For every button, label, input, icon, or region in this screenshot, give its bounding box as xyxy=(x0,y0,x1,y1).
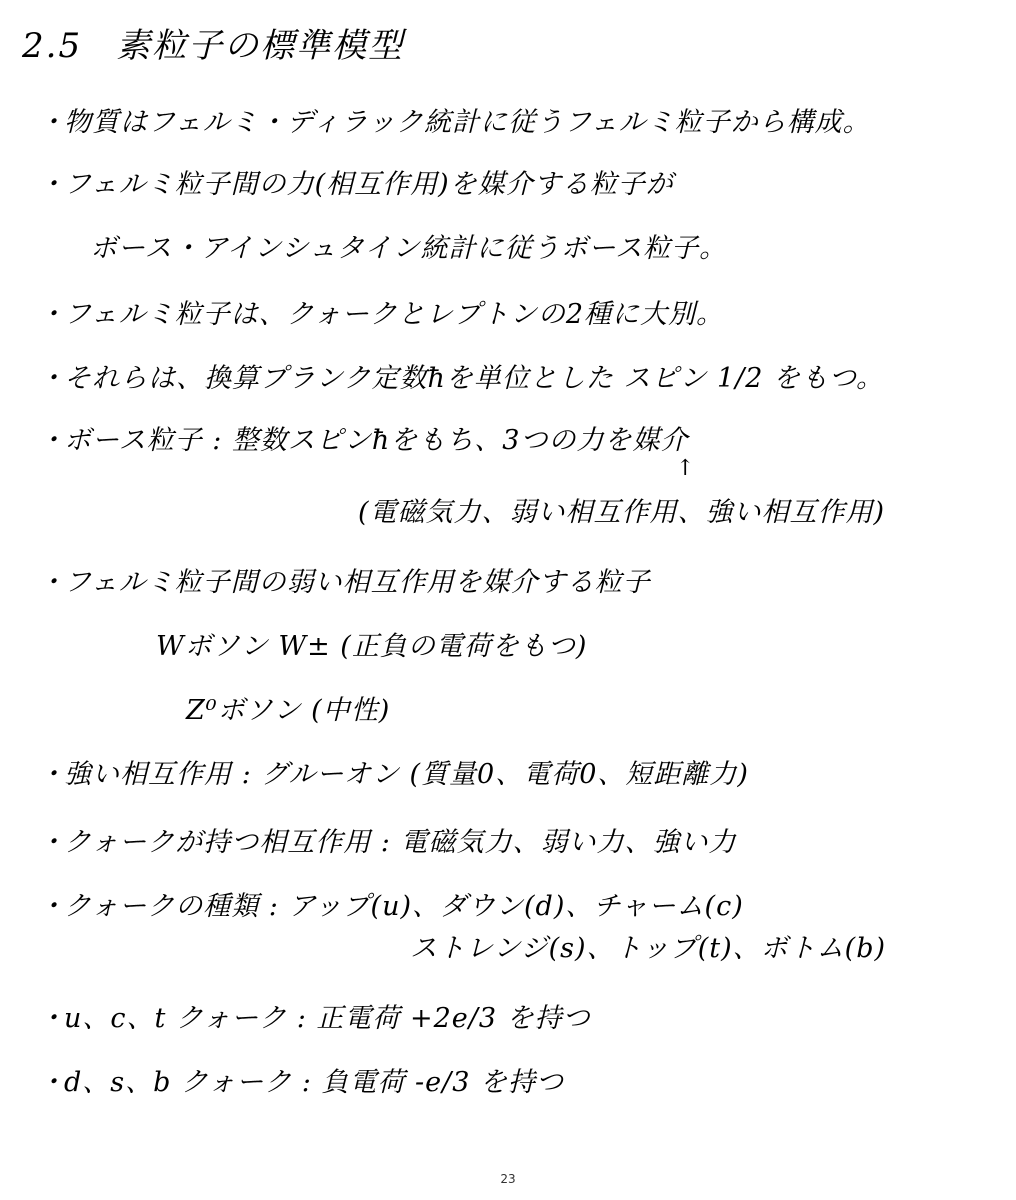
note-text: それらは、換算プランク定数ħを単位とした スピン 1/2 をもつ。 xyxy=(64,363,884,394)
bullet: ・ xyxy=(38,827,66,858)
note-text: 物質はフェルミ・ディラック統計に従うフェルミ粒子から構成。 xyxy=(64,107,871,138)
note-text: フェルミ粒子間の弱い相互作用を媒介する粒子 xyxy=(64,567,651,598)
note-text: クォークが持つ相互作用 : 電磁気力、弱い力、強い力 xyxy=(64,827,737,858)
note-text: ストレンジ(s)、トップ(t)、ボトム(b) xyxy=(410,933,887,964)
section-heading xyxy=(22,18,404,67)
section-title: 素粒子の標準模型 xyxy=(116,26,405,66)
note-text: Wボソン W± (正負の電荷をもつ) xyxy=(156,631,588,662)
bullet: ・ xyxy=(38,107,66,138)
bullet: ・ xyxy=(38,1067,66,1098)
note-text: ボース・アインシュタイン統計に従うボース粒子。 xyxy=(90,233,728,264)
note-text: Z⁰ボソン (中性) xyxy=(186,695,391,726)
bullet: ・ xyxy=(38,169,66,200)
note-line-2-continued xyxy=(90,226,727,265)
note-line-11 xyxy=(38,1060,564,1099)
note-line-8 xyxy=(38,820,736,859)
page-number: 23 xyxy=(500,1172,516,1186)
note-line-6-sub-1 xyxy=(156,624,587,663)
note-line-5 xyxy=(38,418,688,457)
note-line-9-continued xyxy=(410,926,886,965)
note-text: フェルミ粒子は、クォークとレプトンの2種に大別。 xyxy=(64,299,725,330)
note-line-1 xyxy=(38,100,871,139)
note-line-9 xyxy=(38,884,744,923)
note-text: ボース粒子 : 整数スピンħをもち、3つの力を媒介 xyxy=(64,425,689,456)
section-number: 2.5 xyxy=(22,26,83,66)
bullet: ・ xyxy=(38,759,66,790)
note-line-4 xyxy=(38,356,884,395)
note-line-6 xyxy=(38,560,651,599)
note-line-10 xyxy=(38,996,591,1035)
note-text: (電磁気力、弱い相互作用、強い相互作用) xyxy=(358,497,886,528)
note-line-2 xyxy=(38,162,674,201)
note-text: クォークの種類 : アップ(u)、ダウン(d)、チャーム(c) xyxy=(64,891,744,922)
annotation-arrow: ↑ xyxy=(676,456,695,481)
note-line-7 xyxy=(38,752,749,791)
note-line-5-continued xyxy=(358,490,885,529)
bullet: ・ xyxy=(38,425,66,456)
bullet: ・ xyxy=(38,299,66,330)
note-line-3 xyxy=(38,292,724,331)
note-line-6-sub-2 xyxy=(186,688,390,727)
note-text: フェルミ粒子間の力(相互作用)を媒介する粒子が xyxy=(64,169,674,200)
note-text: u、c、t クォーク : 正電荷 +2e/3 を持つ xyxy=(64,1003,591,1034)
note-text: d、s、b クォーク : 負電荷 -e/3 を持つ xyxy=(64,1067,564,1098)
bullet: ・ xyxy=(38,1003,66,1034)
bullet: ・ xyxy=(38,363,66,394)
bullet: ・ xyxy=(38,891,66,922)
note-text: 強い相互作用 : グルーオン (質量0、電荷0、短距離力) xyxy=(64,759,749,790)
bullet: ・ xyxy=(38,567,66,598)
